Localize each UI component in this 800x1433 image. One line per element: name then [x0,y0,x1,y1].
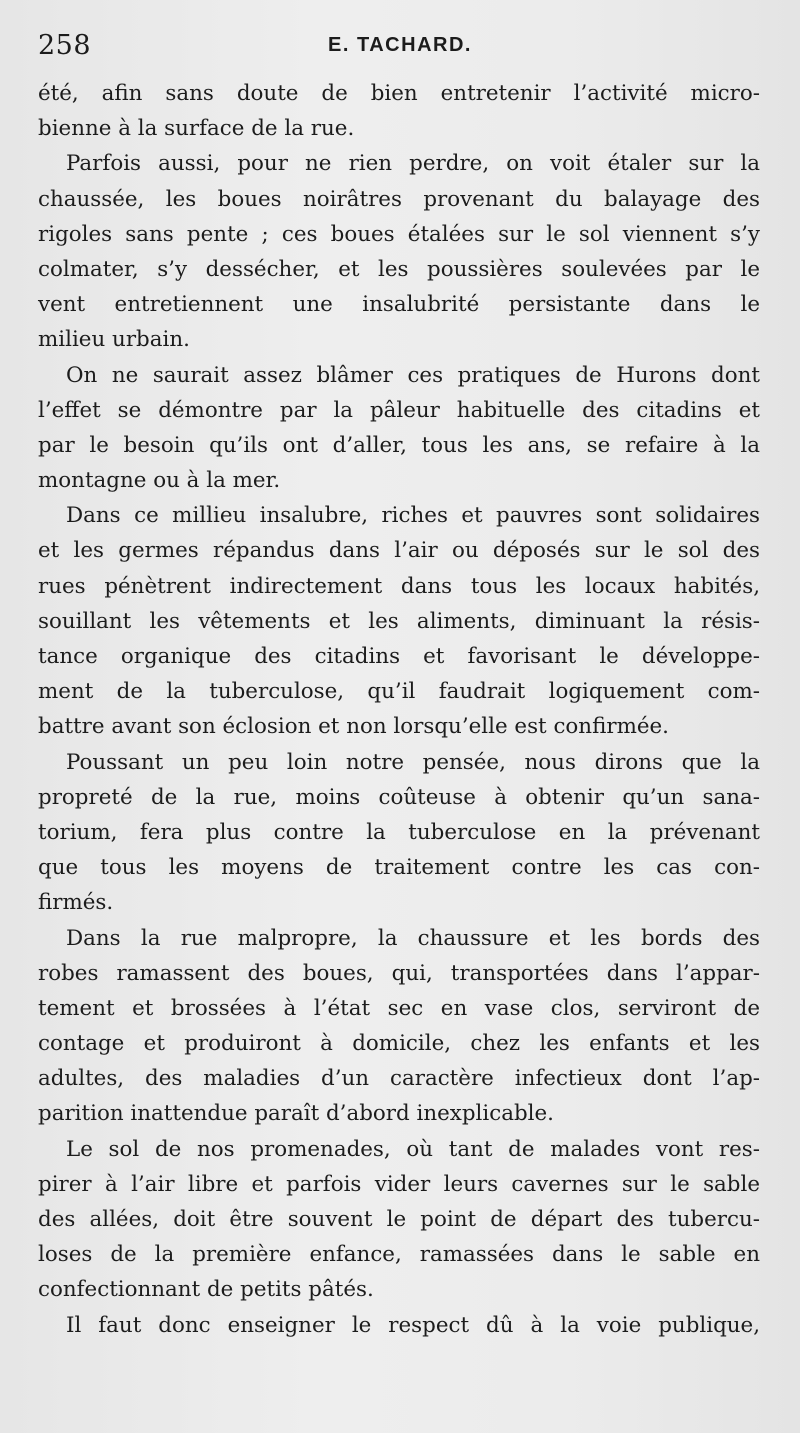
text-line: rues pénètrent indirectement dans tous les locaux habités, [38,573,760,599]
text-line: tement et brossées à l’état sec en vase clos, serviront de [38,995,760,1021]
running-head-author: E. TACHARD. [328,34,472,56]
text-line: propreté de la rue, moins coûteuse à obtenir qu’un sana- [38,784,760,810]
text-line: montagne ou à la mer. [38,468,281,494]
text-line: bienne à la surface de la rue. [38,116,355,142]
text-line: tance organique des citadins et favorisant le développe- [38,644,760,669]
text-line: que tous les moyens de traitement contre les cas con- [38,855,760,881]
text-line: souillant les vêtements et les aliments, diminuant la résis- [38,608,760,634]
text-line: firmés. [38,890,114,916]
text-line: adultes, des maladies d’un caractère infectieux dont l’ap- [38,1066,760,1092]
page-number: 258 [38,30,92,61]
text-line: par le besoin qu’ils ont d’aller, tous les ans, se refaire à la [38,432,760,458]
text-line: chaussée, les boues noirâtres provenant du balayage des [38,186,760,212]
text-line: torium, fera plus contre la tuberculose en la prévenant [38,819,760,845]
text-line: Dans ce millieu insalubre, riches et pauvres sont solidaires [66,503,760,529]
text-line: contage et produiront à domicile, chez les enfants et les [38,1031,760,1057]
paragraph [38,745,760,921]
text-line: été, afin sans doute de bien entretenir l’activité micro- [38,81,760,106]
text-line: Parfois aussi, pour ne rien perdre, on voit étaler sur la [66,151,760,177]
paragraph [38,921,760,1132]
paragraph [38,498,760,744]
paragraph [38,146,760,357]
text-line: Il faut donc enseigner le respect dû à la voie publique, [66,1312,760,1338]
body-text [38,76,760,1343]
text-line: milieu urbain. [38,327,190,353]
text-line: Dans la rue malpropre, la chaussure et les bords des [66,925,760,951]
text-line: l’effet se démontre par la pâleur habituelle des citadins et [38,397,760,423]
text-line: battre avant son éclosion et non lorsqu’elle est confirmée. [38,714,669,740]
text-line: Poussant un peu loin notre pensée, nous dirons que la [66,749,760,775]
text-line: vent entretiennent une insalubrité persistante dans le [38,292,760,318]
paragraph [38,76,760,146]
text-line: ment de la tuberculose, qu’il faudrait logiquement com- [38,679,760,705]
text-line: loses de la première enfance, ramassées dans le sable en [38,1242,760,1268]
paragraph [38,358,760,499]
text-line: robes ramassent des boues, qui, transportées dans l’appar- [38,960,760,986]
text-line: pirer à l’air libre et parfois vider leurs cavernes sur le sable [38,1171,760,1197]
text-line: et les germes répandus dans l’air ou déposés sur le sol des [38,538,760,564]
paragraph [38,1308,760,1343]
text-line: Le sol de nos promenades, où tant de malades vont res- [66,1136,760,1162]
paragraph [38,1132,760,1308]
text-line: parition inattendue paraît d’abord inexplicable. [38,1101,554,1127]
text-line: On ne saurait assez blâmer ces pratiques de Hurons dont [66,362,760,388]
text-line: rigoles sans pente ; ces boues étalées sur le sol viennent s’y [38,221,760,247]
text-line: des allées, doit être souvent le point de départ des tubercu- [38,1207,760,1232]
running-head [0,30,800,66]
text-line: colmater, s’y dessécher, et les poussières soulevées par le [38,256,760,282]
text-line: confectionnant de petits pâtés. [38,1277,374,1303]
